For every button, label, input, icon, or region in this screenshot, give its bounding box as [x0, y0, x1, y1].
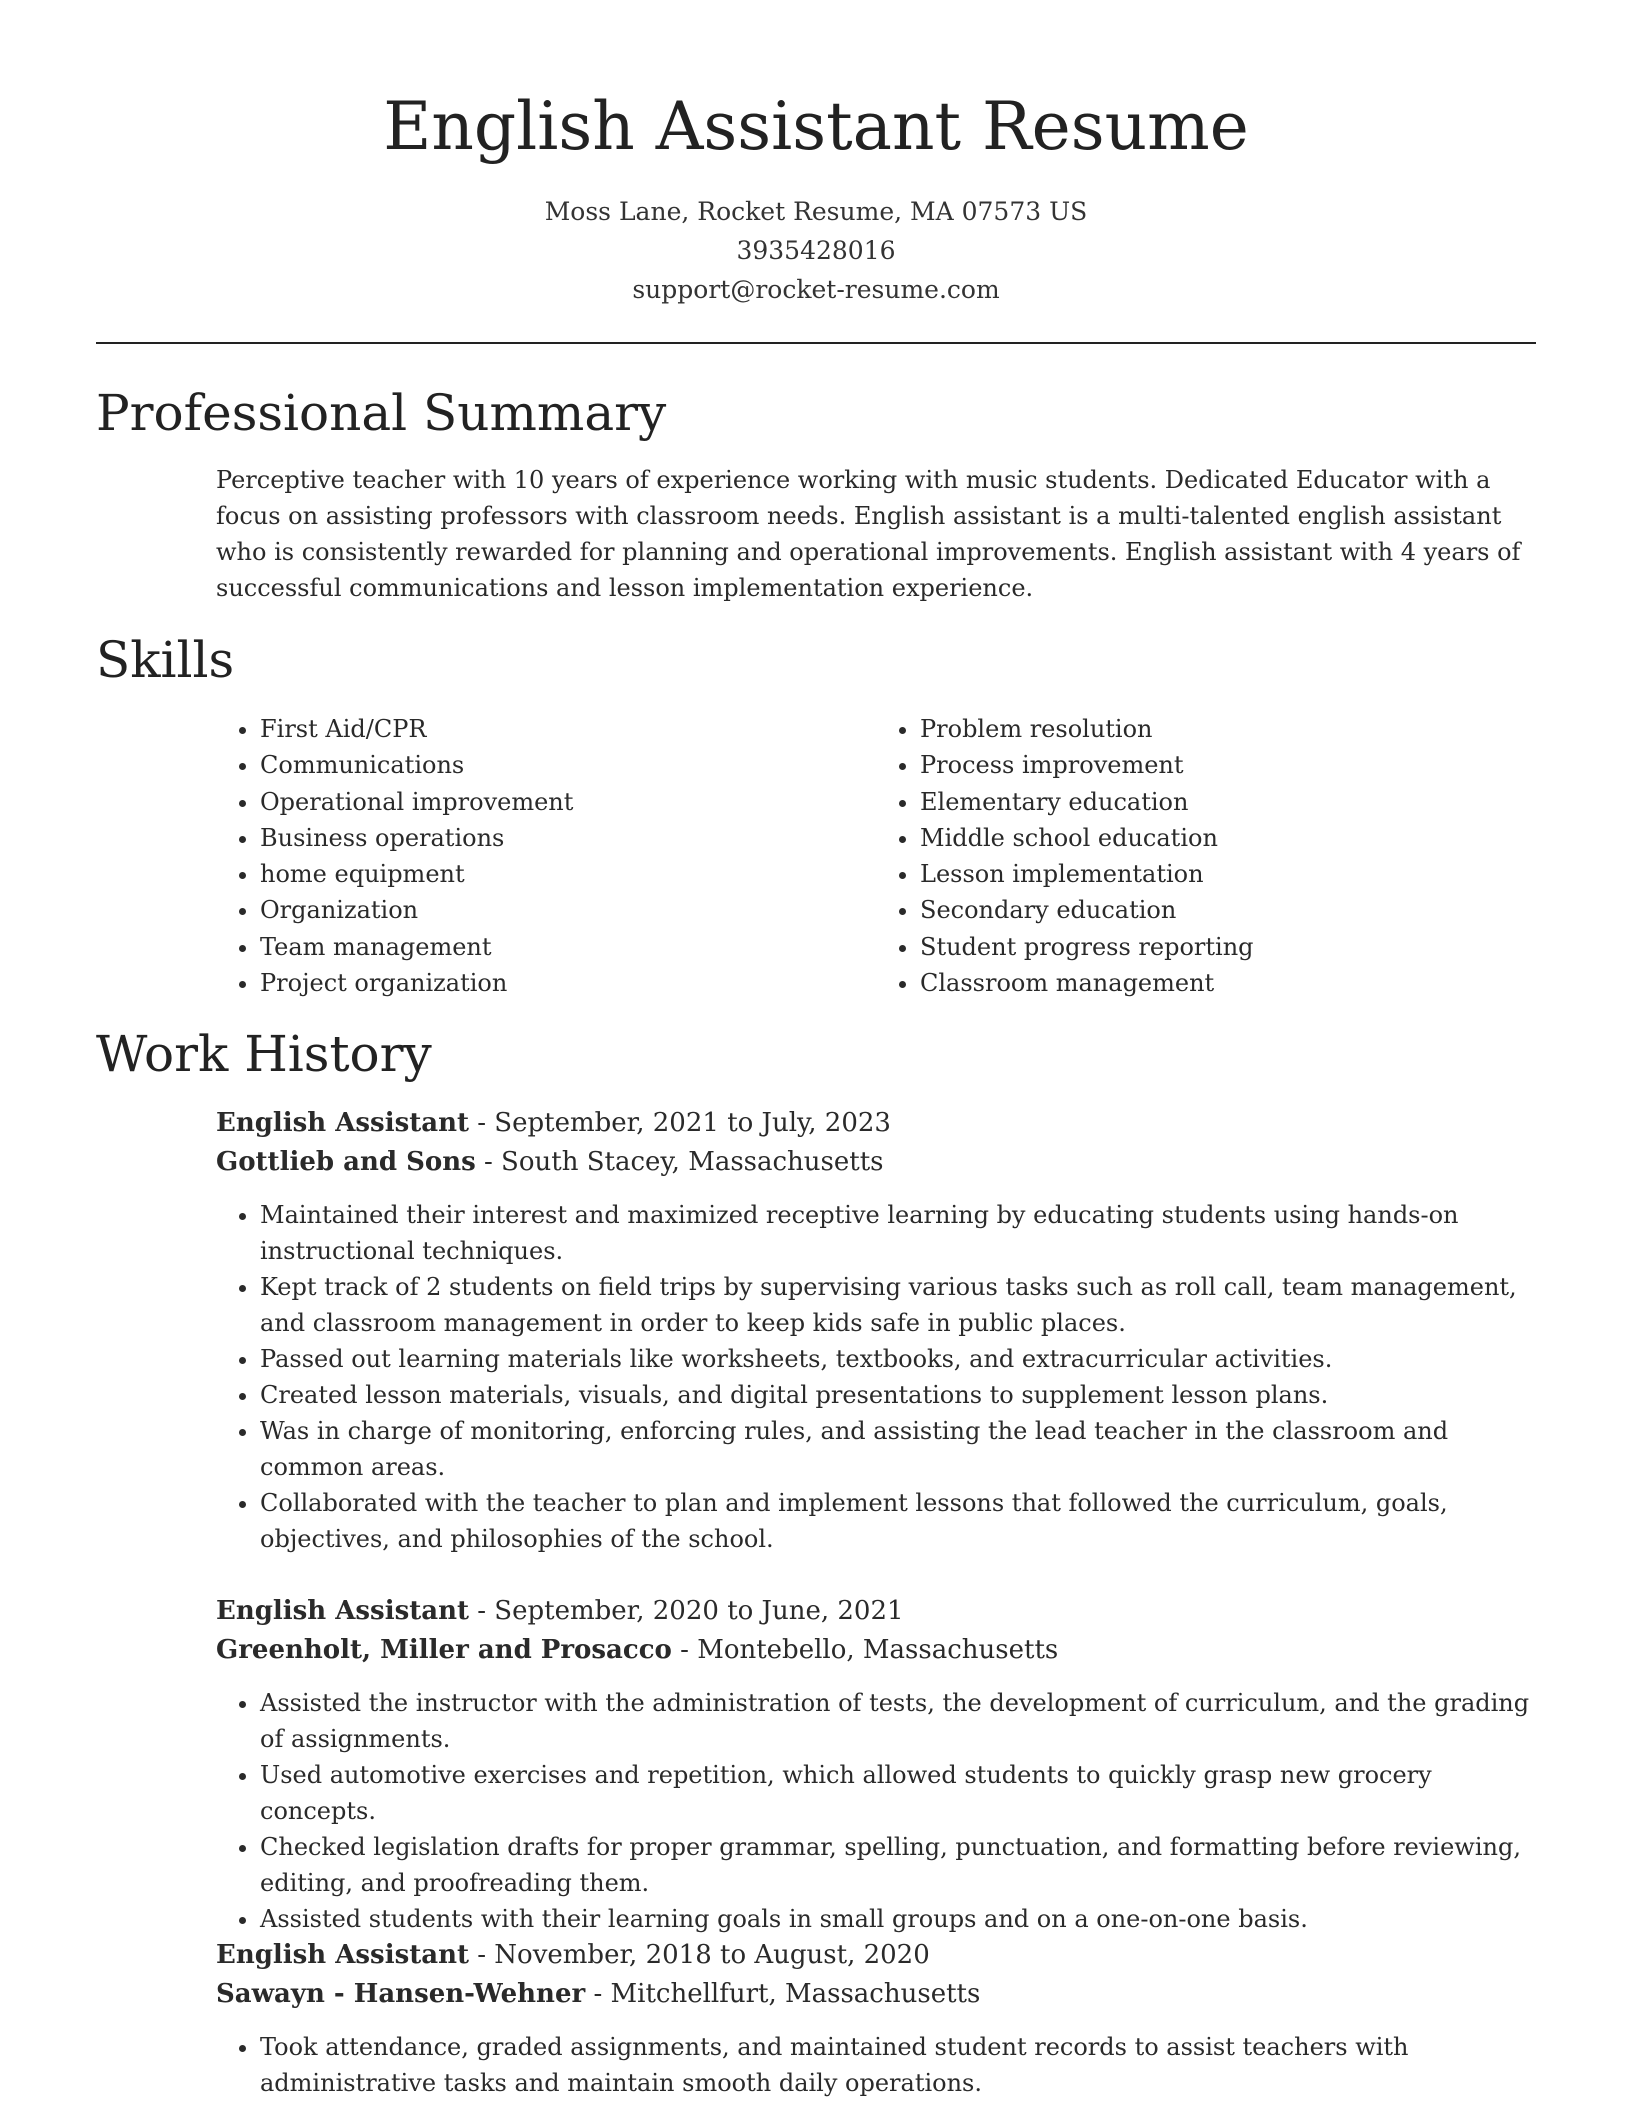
skill-item: • Team management [260, 929, 876, 965]
job-company: Sawayn - Hansen-Wehner [216, 1979, 586, 2009]
job-bullet: • Passed out learning materials like worksheets, textbooks, and extracurricular activities. [260, 1341, 1541, 1377]
skill-item: • home equipment [260, 856, 876, 892]
skill-item: • Middle school education [920, 820, 1536, 856]
job-entry [216, 1592, 1541, 1937]
contact-block [0, 192, 1632, 309]
job-company: Gottlieb and Sons [216, 1147, 476, 1177]
job-bullet: • Maintained their interest and maximized receptive learning by educating students using hands-on instructional techniques. [260, 1197, 1541, 1269]
skill-item: • Project organization [260, 965, 876, 1001]
summary-text: Perceptive teacher with 10 years of experience working with music students. Dedicated Educator with a focus on assisting professors with classroom needs. English assistant is a multi-talented english assistant who is consistently rewarded for planning and operational improvements. English assistant with 4 years of successful communications and lesson implementation experience. [216, 466, 1521, 602]
summary-heading: Professional Summary [96, 384, 667, 442]
job-role: English Assistant [216, 1596, 469, 1626]
job-company: Greenholt, Miller and Prosacco [216, 1635, 672, 1665]
skill-item: • Process improvement [920, 747, 1536, 783]
job-company-line [216, 1143, 1541, 1182]
job-bullets [216, 1685, 1541, 1937]
job-title-line [216, 1936, 1541, 1975]
skills-list [216, 711, 1536, 1001]
work-history-heading: Work History [96, 1025, 432, 1083]
skills-heading: Skills [96, 631, 235, 689]
skills-column-left [216, 711, 876, 1001]
job-bullet: • Used automotive exercises and repetition, which allowed students to quickly grasp new grocery concepts. [260, 1757, 1541, 1829]
job-bullets [216, 2029, 1541, 2101]
resume-title: English Assistant Resume [383, 88, 1249, 165]
skill-item: • Communications [260, 747, 876, 783]
skill-item: • Classroom management [920, 965, 1536, 1001]
skill-item: • Organization [260, 892, 876, 928]
contact-email: support@rocket-resume.com [632, 275, 1000, 304]
skill-item: • Operational improvement [260, 784, 876, 820]
job-entry [216, 1104, 1541, 1557]
job-title-line [216, 1104, 1541, 1143]
job-bullet: • Checked legislation drafts for proper grammar, spelling, punctuation, and formatting before reviewing, editing, and proofreading them. [260, 1829, 1541, 1901]
job-role: English Assistant [216, 1940, 469, 1970]
job-bullet: • Assisted students with their learning goals in small groups and on a one-on-one basis. [260, 1901, 1541, 1937]
resume-header [0, 0, 1632, 309]
job-bullet: • Collaborated with the teacher to plan and implement lessons that followed the curriculum, goals, objectives, and philosophies of the school. [260, 1485, 1541, 1557]
job-role: English Assistant [216, 1108, 469, 1138]
job-company-line [216, 1975, 1541, 2014]
skill-item: • Problem resolution [920, 711, 1536, 747]
job-bullet: • Created lesson materials, visuals, and digital presentations to supplement lesson plans. [260, 1377, 1541, 1413]
skill-item: • Business operations [260, 820, 876, 856]
skill-item: • Elementary education [920, 784, 1536, 820]
job-location: - Mitchellfurt, Massachusetts [585, 1979, 981, 2009]
job-dates: - September, 2020 to June, 2021 [468, 1596, 904, 1626]
job-bullet: • Kept track of 2 students on field trips by supervising various tasks such as roll call, team management, and classroom management in order to keep kids safe in public places. [260, 1269, 1541, 1341]
job-bullets [216, 1197, 1541, 1557]
skill-item: • Lesson implementation [920, 856, 1536, 892]
job-dates: - November, 2018 to August, 2020 [468, 1940, 930, 1970]
skills-column-right [876, 711, 1536, 1001]
header-divider [96, 342, 1536, 344]
skill-item: • Student progress reporting [920, 929, 1536, 965]
job-dates: - September, 2021 to July, 2023 [468, 1108, 891, 1138]
contact-address: Moss Lane, Rocket Resume, MA 07573 US [544, 197, 1088, 226]
job-bullet: • Was in charge of monitoring, enforcing rules, and assisting the lead teacher in the classroom and common areas. [260, 1413, 1541, 1485]
contact-phone: 3935428016 [736, 236, 896, 265]
job-location: - South Stacey, Massachusetts [475, 1147, 884, 1177]
job-bullet: • Took attendance, graded assignments, and maintained student records to assist teachers with administrative tasks and maintain smooth daily operations. [260, 2029, 1541, 2101]
job-location: - Montebello, Massachusetts [671, 1635, 1059, 1665]
job-company-line [216, 1631, 1541, 1670]
skill-item: • First Aid/CPR [260, 711, 876, 747]
job-title-line [216, 1592, 1541, 1631]
job-entry [216, 1936, 1541, 2101]
job-bullet: • Assisted the instructor with the administration of tests, the development of curriculum, and the grading of assignments. [260, 1685, 1541, 1757]
skill-item: • Secondary education [920, 892, 1536, 928]
